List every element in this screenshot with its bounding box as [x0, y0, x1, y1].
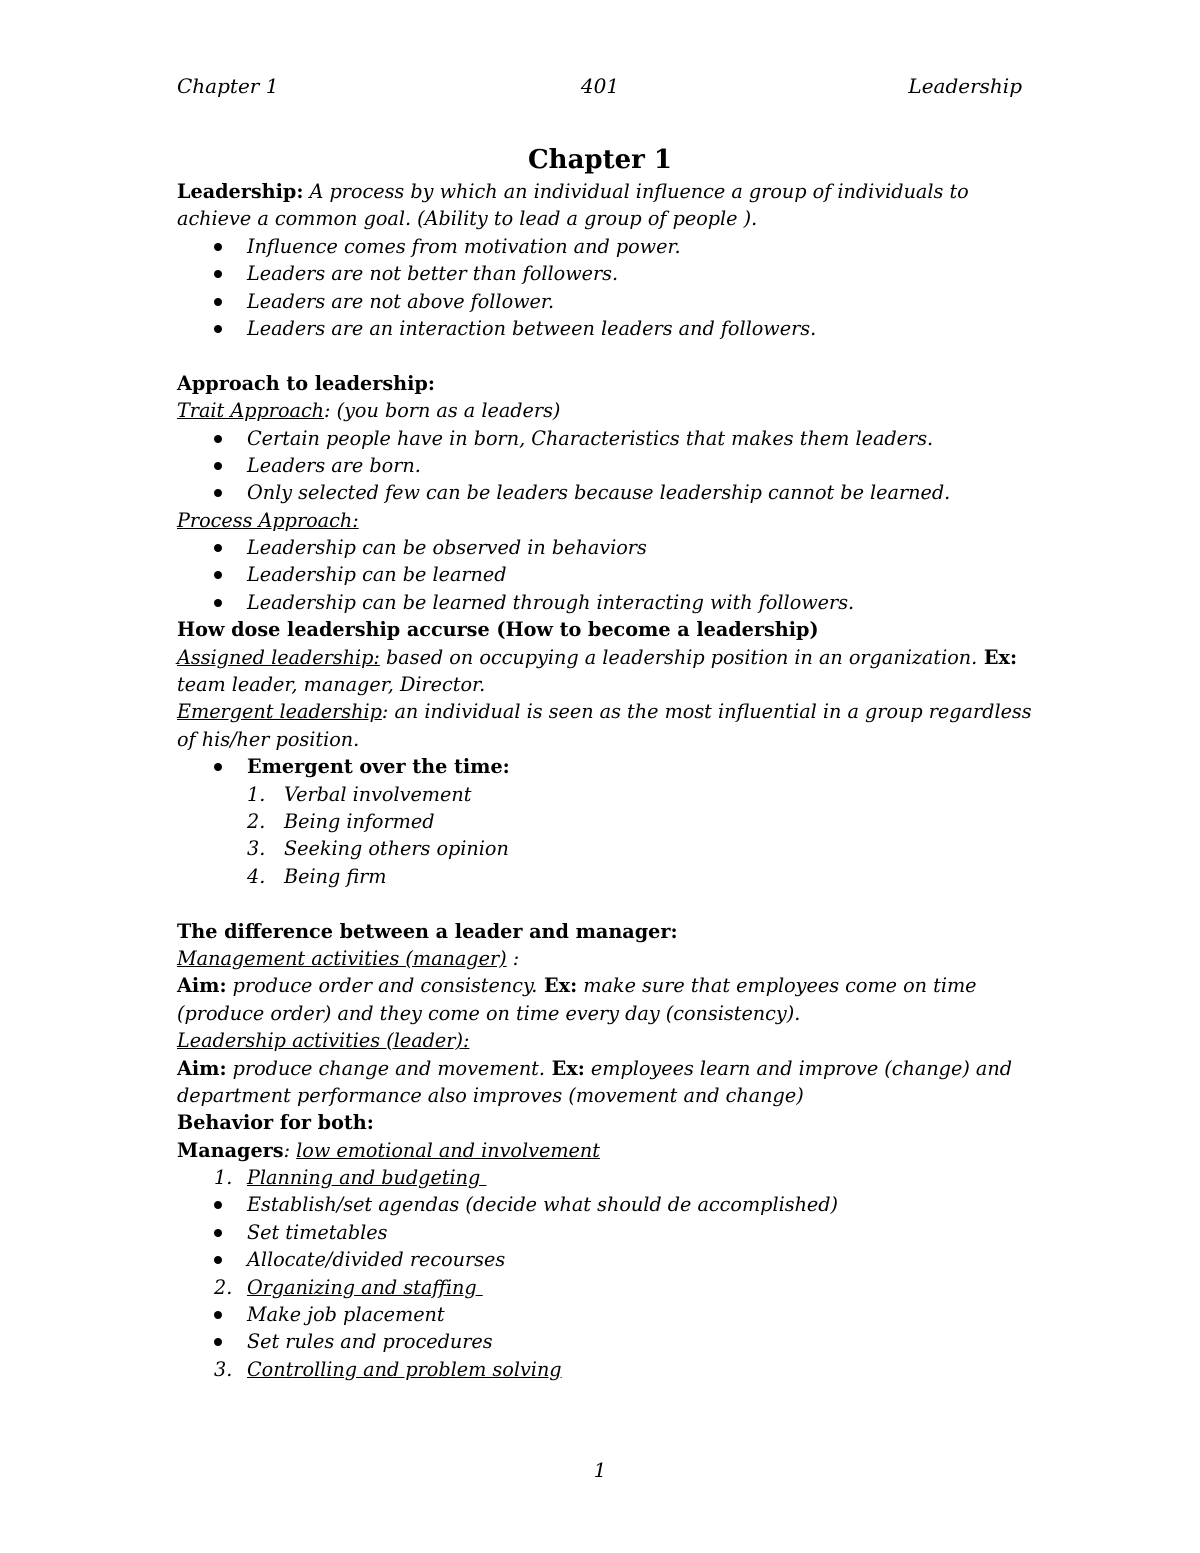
- trait-approach-label: Trait Approach: [177, 399, 325, 423]
- example-label: Ex:: [544, 1056, 585, 1080]
- example-label: Ex:: [537, 974, 578, 998]
- bullet-item: Leadership can be learned: [177, 561, 1037, 588]
- managers-colon: :: [283, 1138, 297, 1162]
- emergent-label: Emergent leadership: [177, 700, 382, 724]
- definition-term: Leadership:: [177, 180, 304, 203]
- managers-line: [177, 1137, 1037, 1164]
- item-text: Verbal involvement: [284, 782, 472, 806]
- example-text: make sure that employees come on time: [577, 974, 977, 998]
- bullet-item: Certain people have in born, Characteristics that makes them leaders.: [177, 425, 1037, 452]
- aim-line: [177, 972, 1037, 999]
- aim-text: produce change and movement.: [226, 1056, 545, 1080]
- item-number: 3.: [247, 837, 266, 861]
- page-title: Chapter 1: [527, 145, 672, 175]
- bullet-item: Leaders are not above follower.: [177, 288, 1037, 315]
- section-heading: The difference between a leader and manager:: [177, 919, 678, 943]
- document-body: [177, 178, 1037, 1383]
- item-number: 1.: [214, 1166, 233, 1190]
- item-number: 2.: [214, 1275, 233, 1299]
- example-label: Ex:: [977, 645, 1018, 669]
- numbered-item: [177, 1274, 1037, 1301]
- example-text: employees learn and improve (change) and: [584, 1056, 1012, 1080]
- definition-text: A process by which an individual influence a group of individuals to: [303, 180, 969, 203]
- bullet-item: Emergent over the time:: [177, 753, 1037, 780]
- numbered-item: [177, 808, 1037, 835]
- numbered-item: [177, 835, 1037, 862]
- numbered-item: [177, 1164, 1037, 1191]
- subheading-line: [177, 507, 1037, 534]
- page-number: 1: [593, 1458, 607, 1482]
- aim-label: Aim:: [177, 1056, 227, 1080]
- management-activities-label: Management activities (manager): [177, 946, 507, 970]
- item-number: 3.: [214, 1357, 233, 1381]
- header-left: Chapter 1: [177, 74, 279, 98]
- item-text: Being firm: [284, 864, 387, 888]
- header-center: 401: [580, 74, 620, 98]
- bullet-item: Leadership can be observed in behaviors: [177, 534, 1037, 561]
- emergent-line: [177, 698, 1037, 725]
- item-text: Being informed: [284, 809, 435, 833]
- bullet-item: Influence comes from motivation and power.: [177, 233, 1037, 260]
- bullet-item: Leaders are born.: [177, 452, 1037, 479]
- process-approach-label: Process Approach:: [177, 508, 359, 532]
- assigned-text: based on occupying a leadership position in an organization.: [379, 645, 978, 669]
- subheading-line: [177, 945, 1037, 972]
- bullet-item: Only selected few can be leaders because leadership cannot be learned.: [177, 479, 1037, 506]
- aim-line: department performance also improves (movement and change): [177, 1083, 804, 1107]
- leadership-activities-label: Leadership activities (leader):: [177, 1029, 470, 1053]
- spacer: [177, 342, 1037, 369]
- subheading-line: [177, 397, 1037, 424]
- bullet-item: Make job placement: [177, 1301, 1037, 1328]
- item-number: 2.: [247, 809, 266, 833]
- section-heading: Approach to leadership:: [177, 371, 435, 395]
- item-number: 4.: [247, 864, 266, 888]
- header-right: Leadership: [908, 74, 1022, 98]
- item-text: Controlling and problem solving: [247, 1357, 562, 1381]
- managers-label: Managers: [177, 1138, 284, 1162]
- bullet-item: Leaders are an interaction between leaders and followers.: [177, 315, 1037, 342]
- item-text: Planning and budgeting: [247, 1166, 487, 1190]
- aim-line: [177, 1055, 1037, 1082]
- section-heading: Behavior for both:: [177, 1111, 374, 1135]
- aim-line: (produce order) and they come on time every day (consistency).: [177, 1001, 801, 1025]
- assigned-line: [177, 644, 1037, 671]
- trait-approach-note: : (you born as a leaders): [324, 399, 561, 423]
- subheading-line: [177, 1027, 1037, 1054]
- numbered-item: [177, 863, 1037, 890]
- numbered-item: [177, 1356, 1037, 1383]
- bullet-item: Set timetables: [177, 1219, 1037, 1246]
- item-text: Seeking others opinion: [284, 837, 509, 861]
- bullet-item: Allocate/divided recourses: [177, 1246, 1037, 1273]
- section-heading: How dose leadership accurse (How to become a leadership): [177, 618, 819, 642]
- item-number: 1.: [247, 782, 266, 806]
- bullet-item: Set rules and procedures: [177, 1328, 1037, 1355]
- emergent-text: : an individual is seen as the most influential in a group regardless: [381, 700, 1032, 724]
- bullet-item: Establish/set agendas (decide what should de accomplished): [177, 1191, 1037, 1218]
- definition-line: achieve a common goal. (Ability to lead a group of people ).: [177, 207, 758, 231]
- assigned-label: Assigned leadership:: [177, 645, 380, 669]
- item-text: Organizing and staffing: [247, 1275, 483, 1299]
- assigned-line: team leader, manager, Director.: [177, 673, 486, 697]
- bullet-item: Leadership can be learned through interacting with followers.: [177, 589, 1037, 616]
- emergent-line: of his/her position.: [177, 727, 360, 751]
- management-activities-colon: :: [506, 946, 520, 970]
- managers-description: low emotional and involvement: [296, 1138, 600, 1162]
- bullet-item: Leaders are not better than followers.: [177, 260, 1037, 287]
- definition-line: [177, 178, 1037, 205]
- aim-text: produce order and consistency.: [226, 974, 538, 998]
- numbered-item: [177, 781, 1037, 808]
- spacer: [177, 890, 1037, 917]
- aim-label: Aim:: [177, 974, 227, 998]
